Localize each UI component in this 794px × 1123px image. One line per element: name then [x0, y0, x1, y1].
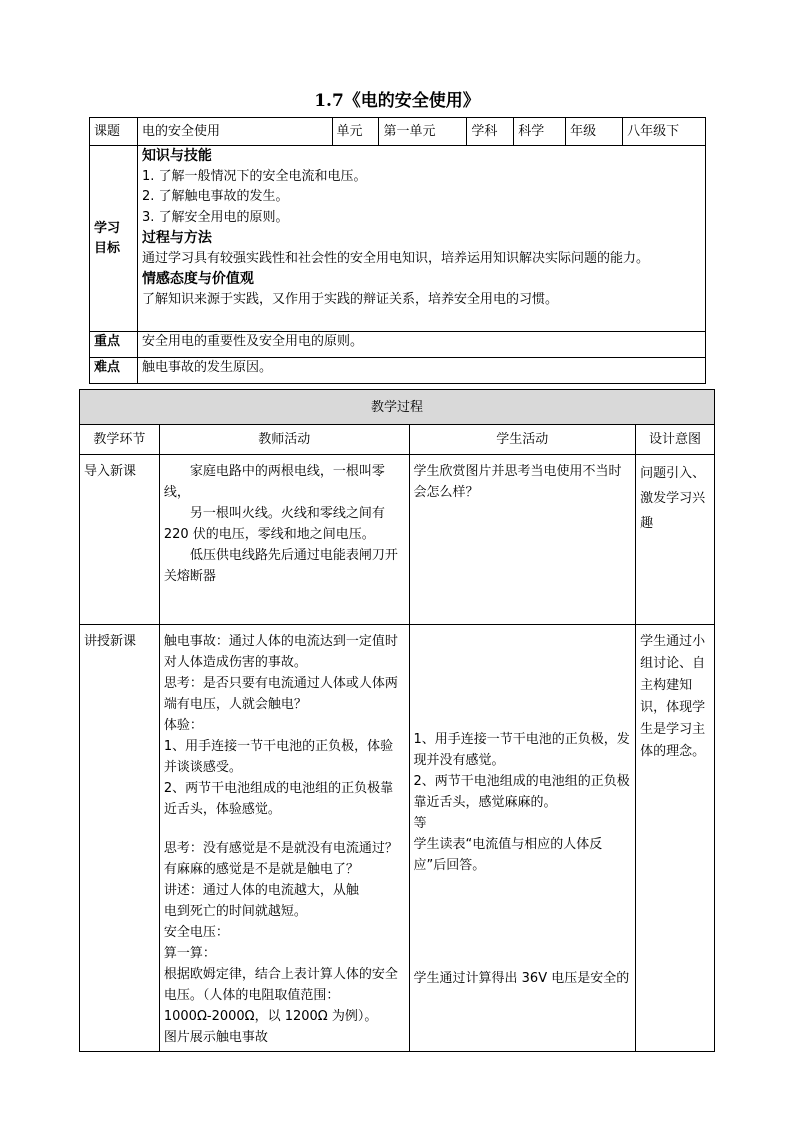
teacher-text: 思考：没有感觉是不是就没有电流通过？有麻麻的感觉是不是就是触电了？ — [163, 841, 398, 877]
teacher-text: 讲述：通过人体的电流越大，从触 — [163, 883, 359, 898]
teacher-text: 安全电压： — [163, 925, 229, 940]
goal-item: 了解知识来源于实践，又作用于实践的辩证关系，培养安全用电的习惯。 — [141, 291, 558, 307]
lesson-info-table — [89, 117, 706, 384]
student-text: 1、用手连接一节干电池的正负极，发现并没有感觉。 — [413, 732, 630, 768]
goals-label-line2: 目标 — [94, 240, 121, 256]
goal-item: 通过学习具有较强实践性和社会性的安全用电知识，培养运用知识解决实际问题的能力。 — [141, 250, 649, 266]
student-text: 等 — [413, 816, 427, 831]
teacher-activity-new — [159, 625, 409, 1052]
grade-label: 年级 — [566, 118, 623, 146]
stage-intro: 导入新课 — [80, 455, 160, 625]
goal-item: 3. 了解安全用电的原则。 — [141, 209, 289, 225]
col-student-header: 学生活动 — [409, 425, 636, 455]
teacher-text: 另一根叫火线。火线和零线之间有 220 伏的电压，零线和地之间电压。 — [163, 506, 385, 542]
goal-item: 2. 了解触电事故的发生。 — [141, 189, 289, 204]
topic-value: 电的安全使用 — [137, 118, 332, 146]
col-stage-header: 教学环节 — [80, 425, 160, 455]
difficulty-value: 触电事故的发生原因。 — [137, 358, 705, 384]
teacher-text: 图片展示触电事故 — [163, 1030, 268, 1045]
teacher-text: 触电事故：通过人体的电流达到一定值时对人体造成伤害的事故。 — [163, 634, 398, 670]
goals-label — [90, 146, 138, 332]
topic-label: 课题 — [90, 118, 138, 146]
unit-label: 单元 — [332, 118, 379, 146]
teacher-activity-intro — [159, 455, 409, 625]
goals-content — [137, 146, 705, 332]
student-text: 学生读表“电流值与相应的人体反应”后回答。 — [413, 837, 603, 873]
key-point-value: 安全用电的重要性及安全用电的原则。 — [137, 332, 705, 358]
key-point-label: 重点 — [90, 332, 138, 358]
stage-new-lesson: 讲授新课 — [80, 625, 160, 1052]
student-text: 2、两节干电池组成的电池组的正负极靠近舌头，感觉麻麻的。 — [413, 774, 630, 810]
teacher-text: 2、两节干电池组成的电池组的正负极靠近舌头，体验感觉。 — [163, 781, 394, 817]
student-text: 学生通过计算得出 36V 电压是安全的 — [413, 971, 630, 986]
teacher-text: 思考：是否只要有电流通过人体或人体两端有电压，人就会触电？ — [163, 676, 398, 712]
student-activity-intro: 学生欣赏图片并思考当电使用不当时会怎么样？ — [409, 455, 636, 625]
col-teacher-header: 教师活动 — [159, 425, 409, 455]
teacher-text: 低压供电线路先后通过电能表闸刀开关熔断器 — [163, 548, 398, 584]
col-intent-header: 设计意图 — [636, 425, 715, 455]
teacher-text: 家庭电路中的两根电线，一根叫零线， — [163, 464, 385, 500]
teacher-text: 算一算： — [163, 946, 216, 961]
teacher-text: 根据欧姆定律，结合上表计算人体的安全电压。（人体的电阻取值范围：1000Ω-2000Ω，以 1200Ω 为例）。 — [163, 967, 398, 1024]
intent-intro: 问题引入、激发学习兴趣 — [636, 455, 715, 625]
goals-heading-process: 过程与方法 — [141, 230, 212, 246]
unit-value: 第一单元 — [379, 118, 467, 146]
teacher-text: 1、用手连接一节干电池的正负极，体验并谈谈感受。 — [163, 739, 394, 775]
difficulty-label: 难点 — [90, 358, 138, 384]
goals-label-line1: 学习 — [94, 220, 121, 236]
grade-value: 八年级下 — [623, 118, 706, 146]
goal-item: 1. 了解一般情况下的安全电流和电压。 — [141, 168, 367, 184]
subject-value: 科学 — [514, 118, 566, 146]
intent-new-lesson: 学生通过小组讨论、自主构建知识，体现学生是学习主体的理念。 — [636, 625, 715, 1052]
subject-label: 学科 — [467, 118, 514, 146]
page-title: 1.7《电的安全使用》 — [314, 91, 480, 111]
teaching-process-table — [79, 389, 715, 1052]
teacher-text: 体验： — [163, 718, 203, 733]
process-header: 教学过程 — [80, 390, 715, 425]
teacher-text: 电到死亡的时间就越短。 — [163, 904, 307, 919]
student-activity-new — [409, 625, 636, 1052]
goals-heading-knowledge: 知识与技能 — [141, 148, 212, 164]
goals-heading-attitude: 情感态度与价值观 — [141, 271, 254, 287]
